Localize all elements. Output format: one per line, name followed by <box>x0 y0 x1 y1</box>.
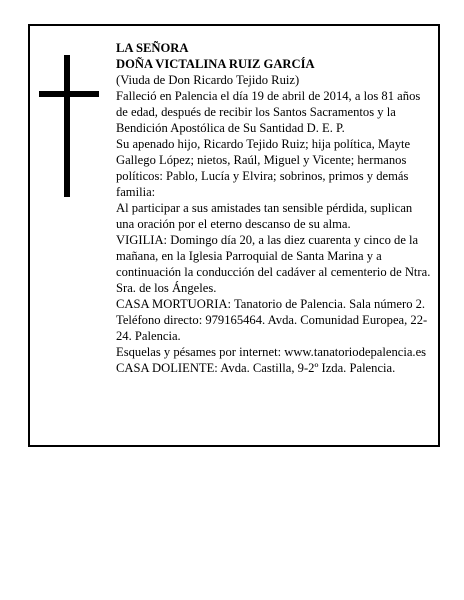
funeral-home-details: CASA MORTUORIA: Tanatorio de Palencia. Sala número 2. Teléfono directo: 979165464. Avda. Comunidad Europea, 22-24. Palencia. <box>116 297 428 343</box>
cross-vertical-bar <box>64 55 70 197</box>
cross-icon <box>39 55 99 197</box>
family-home-address: CASA DOLIENTE: Avda. Castilla, 9-2º Izda. Palencia. <box>116 361 396 375</box>
notice-title: LA SEÑORA <box>116 41 189 55</box>
vigil-details: VIGILIA: Domingo día 20, a las diez cuarenta y cinco de la mañana, en la Iglesia Parroquial de Santa Marina y a continuación la conducción del cadáver al cementerio de Ntra. Sra. de los Ángeles. <box>116 233 431 295</box>
obituary-notice <box>28 24 440 447</box>
death-announcement: Falleció en Palencia el día 19 de abril de 2014, a los 81 años de edad, después de recibir los Santos Sacramentos y la Bendición Apostólica de Su Santidad D. E. P. <box>116 89 421 135</box>
cross-horizontal-bar <box>39 91 99 97</box>
widow-of-line: (Viuda de Don Ricardo Tejido Ruiz) <box>116 73 300 87</box>
notice-content <box>116 40 432 376</box>
deceased-name: DOÑA VICTALINA RUIZ GARCÍA <box>116 57 315 71</box>
prayer-request: Al participar a sus amistades tan sensible pérdida, suplican una oración por el eterno descanso de su alma. <box>116 201 413 231</box>
family-list: Su apenado hijo, Ricardo Tejido Ruiz; hija política, Mayte Gallego López; nietos, Raúl, Miguel y Vicente; hermanos políticos: Pablo, Lucía y Elvira; sobrinos, primos y demás familia: <box>116 137 411 199</box>
online-condolences: Esquelas y pésames por internet: www.tanatoriodepalencia.es <box>116 345 427 359</box>
